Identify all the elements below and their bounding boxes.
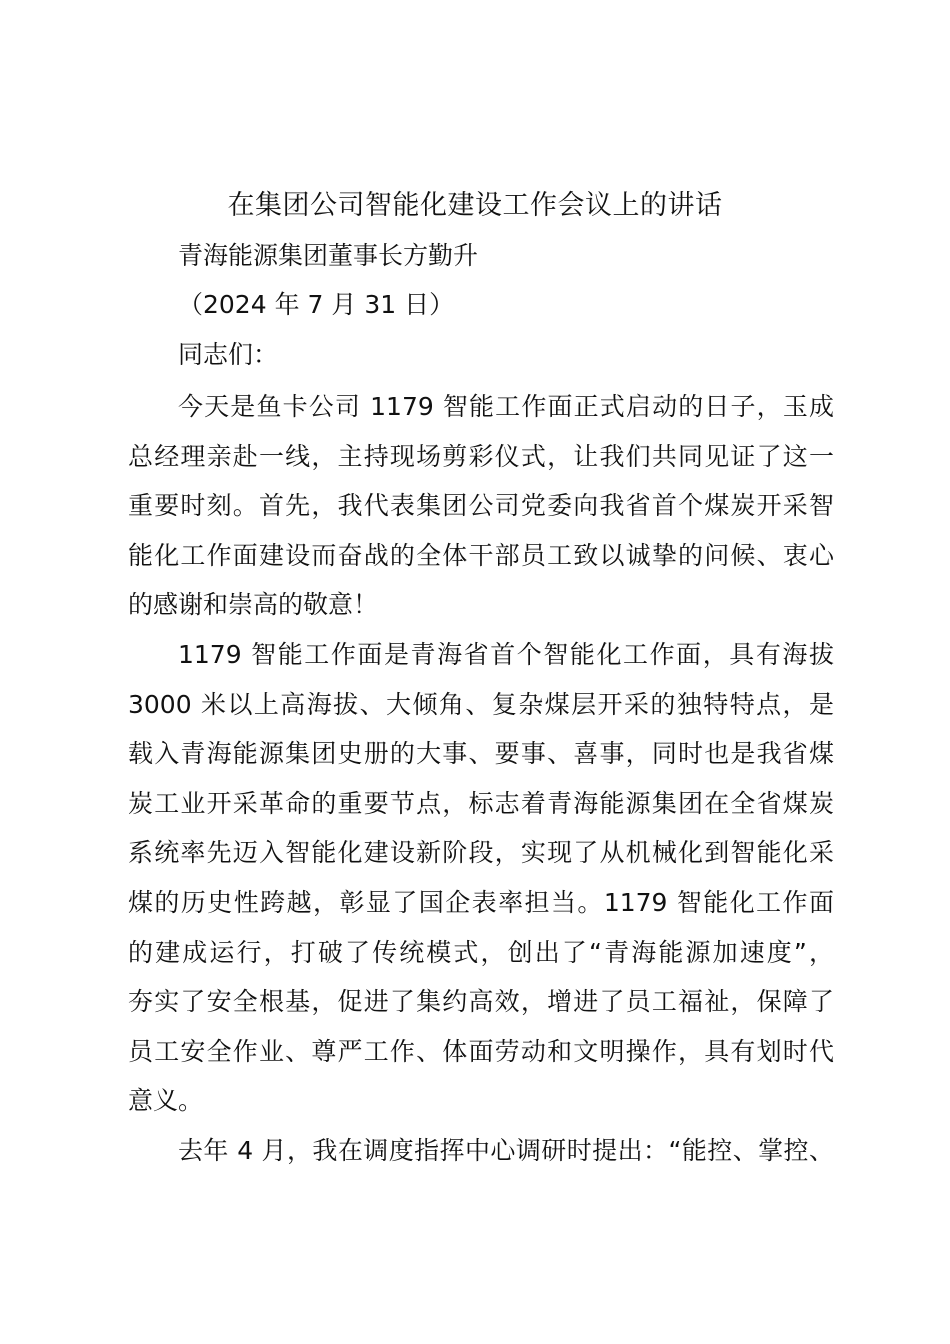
paragraph-line: 的建成运行，打破了传统模式，创出了“青海能源加速度”， <box>128 937 834 967</box>
paragraph-line: 的感谢和崇高的敬意！ <box>128 590 379 620</box>
salutation: 同志们： <box>178 340 279 369</box>
paragraph-2 <box>128 630 834 1126</box>
paragraph-line: 总经理亲赴一线，主持现场剪彩仪式，让我们共同见证了这一 <box>128 441 834 471</box>
speaker-line: 青海能源集团董事长方勤升 <box>178 241 479 270</box>
paragraph-line: 1179 智能工作面是青海省首个智能化工作面，具有海拔 <box>178 639 834 669</box>
paragraph-line: 炭工业开采革命的重要节点，标志着青海能源集团在全省煤炭 <box>128 788 834 818</box>
paragraph-line: 载入青海能源集团史册的大事、要事、喜事，同时也是我省煤 <box>128 739 834 769</box>
paragraph-line: 3000 米以上高海拔、大倾角、复杂煤层开采的独特特点，是 <box>128 689 834 719</box>
paragraph-line: 能化工作面建设而奋战的全体干部员工致以诚挚的问候、衷心 <box>128 540 834 570</box>
date-line: （2024 年 7 月 31 日） <box>178 290 455 319</box>
document-body <box>128 382 834 1176</box>
paragraph-line: 意义。 <box>128 1086 204 1116</box>
paragraph-line: 重要时刻。首先，我代表集团公司党委向我省首个煤炭开采智 <box>128 491 834 521</box>
paragraph-line: 去年 4 月，我在调度指挥中心调研时提出：“能控、掌控、 <box>178 1135 834 1165</box>
paragraph-line: 员工安全作业、尊严工作、体面劳动和文明操作，具有划时代 <box>128 1036 834 1066</box>
paragraph-line: 系统率先迈入智能化建设新阶段，实现了从机械化到智能化采 <box>128 838 834 868</box>
paragraph-line: 今天是鱼卡公司 1179 智能工作面正式启动的日子，玉成 <box>178 392 834 421</box>
document-title: 在集团公司智能化建设工作会议上的讲话 <box>227 190 723 221</box>
paragraph-3 <box>128 1126 834 1176</box>
paragraph-1 <box>128 382 834 630</box>
paragraph-line: 煤的历史性跨越，彰显了国企表率担当。1179 智能化工作面 <box>128 887 834 917</box>
paragraph-line: 夯实了安全根基，促进了集约高效，增进了员工福祉，保障了 <box>128 987 834 1017</box>
